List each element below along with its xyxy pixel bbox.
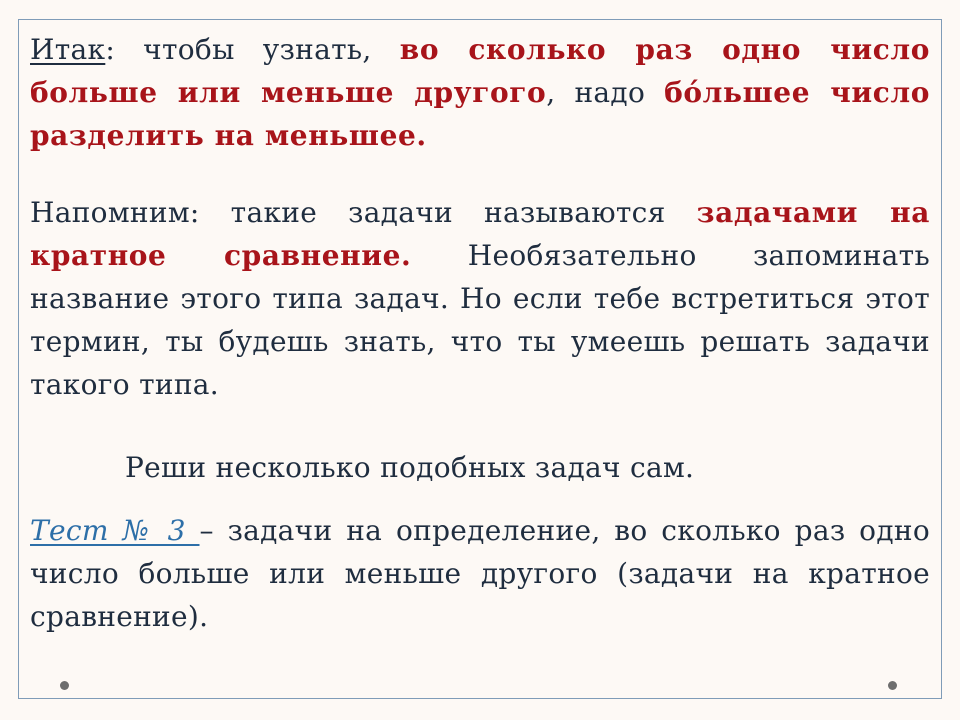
corner-dot-right [888, 681, 897, 690]
slide-content [30, 28, 930, 638]
rule-middle: , надо [546, 76, 665, 109]
test-description: – задачи на определение, во сколько раз одно число больше или меньше другого (задачи на кратное сравнение). [30, 514, 930, 633]
instruction-text: Реши несколько подобных задач сам. [125, 451, 695, 484]
test-paragraph [30, 509, 930, 638]
reminder-intro: Напомним: такие задачи называются [30, 196, 697, 229]
test-3-link[interactable]: Тест № 3 [30, 514, 200, 547]
rule-action-highlight: бóльшее число разделить на меньшее. [30, 76, 930, 152]
corner-dot-left [60, 681, 69, 690]
rule-highlight: во сколько раз одно число больше или меньше другого [30, 33, 930, 109]
lead-suffix: : чтобы узнать, [105, 33, 400, 66]
summary-paragraph [30, 28, 930, 157]
term-highlight: задачами на кратное сравнение. [30, 196, 930, 272]
reminder-rest: Необязательно запоминать название этого типа задач. Но если тебе встретиться этот термин, ты будешь знать, что ты умеешь решать задачи такого типа. [30, 239, 930, 401]
reminder-paragraph [30, 191, 930, 406]
instruction-paragraph [30, 446, 930, 489]
lead-word: Итак [30, 33, 106, 66]
